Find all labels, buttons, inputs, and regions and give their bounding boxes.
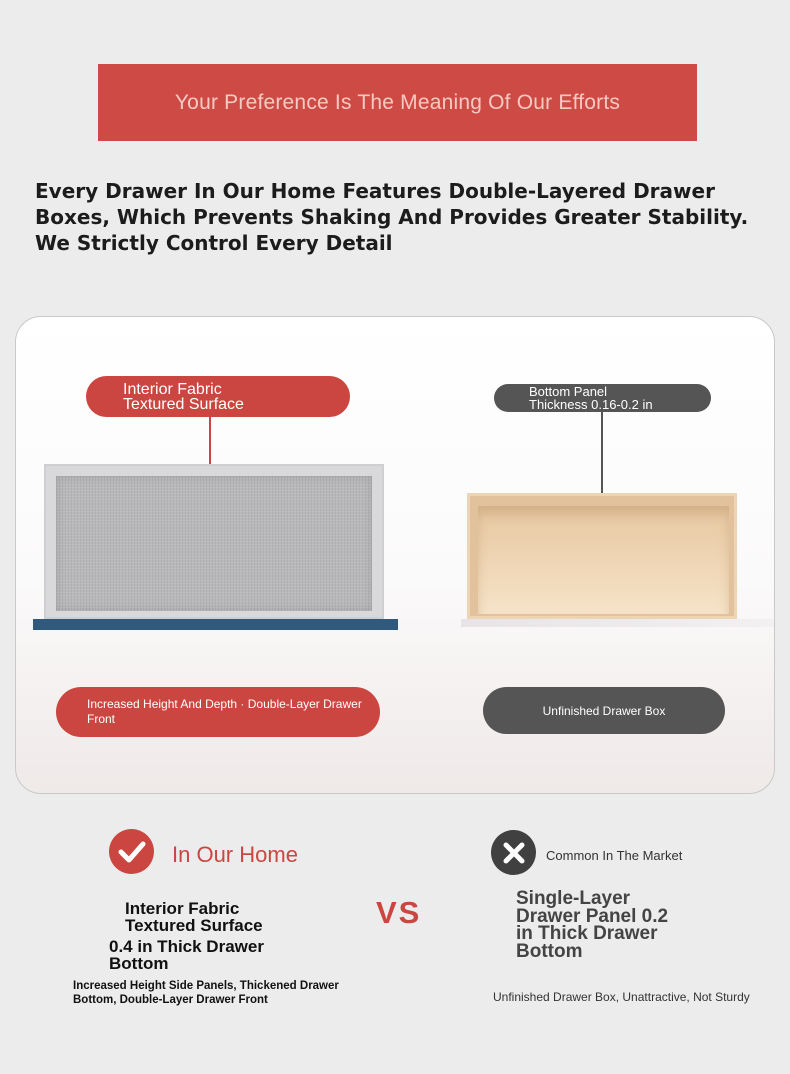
ours-note: Increased Height Side Panels, Thickened Drawer Bottom, Double-Layer Drawer Front	[73, 980, 339, 1006]
ours-features	[109, 900, 309, 972]
wood-drawer-image	[461, 493, 774, 628]
market-title: Common In The Market	[546, 848, 683, 863]
vs-label: VS	[376, 895, 422, 930]
check-icon	[109, 829, 154, 874]
fabric-surface-label: Interior Fabric Textured Surface	[86, 376, 350, 417]
intro-text: Every Drawer In Our Home Features Double-Layered Drawer Boxes, Which Prevents Shaking And Provides Greater Stability. We Strictly Control Every Detail	[35, 179, 749, 255]
unfinished-box-pill: Unfinished Drawer Box	[483, 687, 725, 734]
ours-feature-2: Textured Surface	[125, 916, 263, 935]
comparison-card	[15, 316, 775, 794]
bottom-panel-label: Bottom Panel Thickness 0.16-0.2 in	[494, 384, 711, 412]
banner-title: Your Preference Is The Meaning Of Our Efforts	[174, 90, 621, 114]
double-layer-front-pill: Increased Height And Depth · Double-Layer Drawer Front	[56, 687, 380, 737]
market-features: Single-Layer Drawer Panel 0.2 in Thick Drawer Bottom	[516, 888, 669, 962]
market-note: Unfinished Drawer Box, Unattractive, Not Sturdy	[493, 990, 750, 1004]
cross-icon	[491, 830, 536, 875]
ours-title: In Our Home	[172, 842, 298, 867]
ours-feature-3: 0.4 in Thick Drawer Bottom	[109, 937, 264, 973]
header-banner	[98, 64, 697, 141]
ours-feature-1: Interior Fabric	[125, 899, 240, 918]
drawer-base	[33, 619, 398, 630]
fabric-drawer-image	[33, 464, 398, 630]
